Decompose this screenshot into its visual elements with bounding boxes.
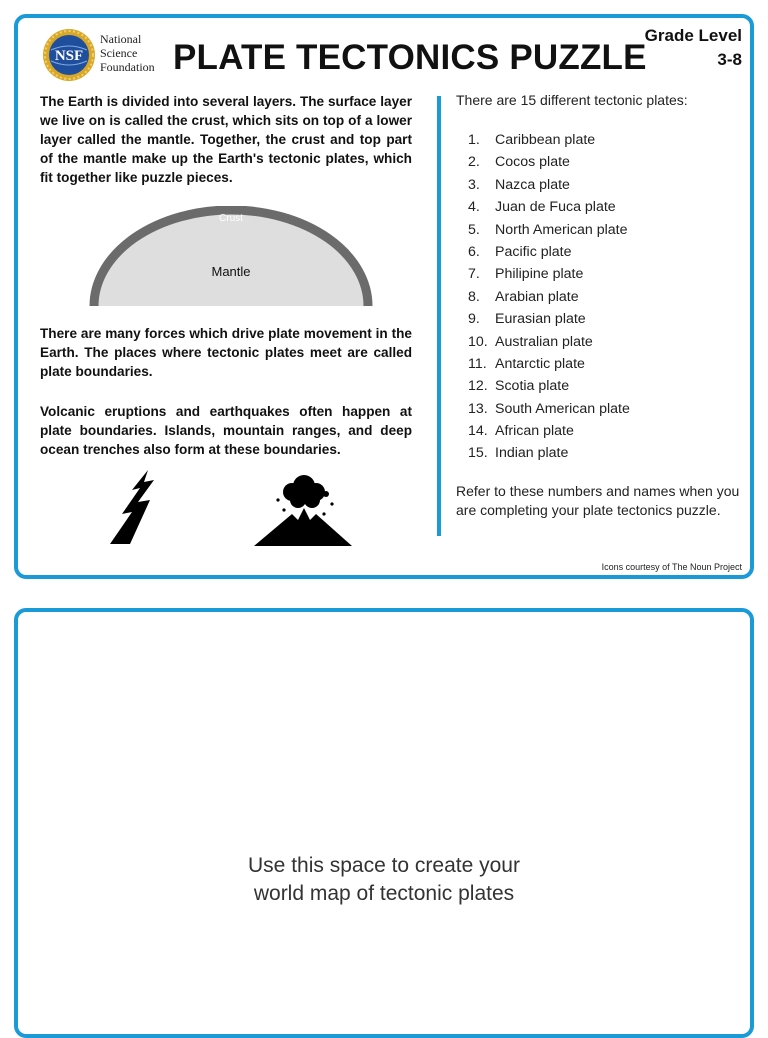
plate-number: 6. <box>468 243 480 260</box>
info-card <box>14 14 754 579</box>
plate-number: 1. <box>468 132 480 148</box>
plate-boundaries-paragraph: There are many forces which drive plate movement in the Earth. The places where tectonic plates meet are called plate boundaries. <box>40 326 412 379</box>
crust-label: Crust <box>219 213 243 224</box>
map-instructions-line: Use this space to create your <box>248 854 520 877</box>
list-item <box>456 356 630 378</box>
plate-name: African plate <box>495 423 574 440</box>
earth-layers-paragraph: The Earth is divided into several layers. The surface layer we live on is called the crust, which sits on top of a lower layer called the mantle. Together, the crust and top part of the mantle make up the Earth's tectonic plates, which fit together like puzzle pieces. <box>40 94 412 185</box>
plate-number: 13. <box>468 400 488 417</box>
list-item <box>456 423 630 445</box>
list-item <box>456 154 630 176</box>
plate-name: North American plate <box>495 221 628 238</box>
nsf-logo <box>42 28 96 82</box>
plate-number: 14. <box>468 423 488 440</box>
plate-name: Philipine plate <box>495 266 584 283</box>
plate-number: 2. <box>468 154 480 171</box>
plate-list <box>456 132 630 468</box>
instructions-text: Refer to these numbers and names when you are completing your plate tectonics puzzle. <box>456 483 740 518</box>
plate-name: Scotia plate <box>495 378 570 395</box>
grade-level <box>645 24 742 72</box>
plate-number: 3. <box>468 176 480 193</box>
list-item <box>456 311 630 333</box>
earthquake-icon <box>110 470 162 544</box>
list-item <box>456 132 630 154</box>
plate-number: 9. <box>468 311 480 328</box>
mantle-layer <box>98 214 364 306</box>
grade-label: Grade Level <box>644 26 742 45</box>
plate-name: South American plate <box>495 400 630 417</box>
plate-name: Juan de Fuca plate <box>495 199 616 216</box>
list-item <box>456 266 630 288</box>
list-item <box>456 334 630 356</box>
list-item <box>456 401 630 423</box>
organization-name <box>100 32 155 74</box>
list-item <box>456 445 630 467</box>
plate-name: Eurasian plate <box>495 311 586 328</box>
plate-number: 7. <box>468 266 480 283</box>
list-item <box>456 289 630 311</box>
logo-letters: NSF <box>54 48 84 64</box>
plate-number: 12. <box>468 378 488 395</box>
earth-layers-diagram <box>86 206 376 306</box>
plate-number: 4. <box>468 199 480 216</box>
list-item <box>456 177 630 199</box>
plate-name: Nazca plate <box>495 176 570 193</box>
plate-number: 11. <box>468 355 487 372</box>
list-item <box>456 378 630 400</box>
plate-number: 5. <box>468 221 480 238</box>
plate-name: Pacific plate <box>495 243 572 260</box>
list-item <box>456 199 630 221</box>
page-title: PLATE TECTONICS PUZZLE <box>173 38 647 77</box>
column-divider <box>437 96 441 536</box>
plate-name: Indian plate <box>495 445 569 462</box>
grade-range: 3-8 <box>717 50 742 69</box>
org-name-line: National <box>100 32 142 46</box>
map-instructions <box>18 852 750 908</box>
icon-credit: Icons courtesy of The Noun Project <box>601 562 742 572</box>
list-item <box>456 244 630 266</box>
plate-number: 15. <box>468 445 488 462</box>
mantle-label: Mantle <box>211 264 251 279</box>
plate-number: 10. <box>468 333 488 350</box>
plate-name: Australian plate <box>495 333 593 350</box>
list-item <box>456 222 630 244</box>
plates-intro: There are 15 different tectonic plates: <box>456 92 688 108</box>
map-drawing-area <box>14 608 754 1038</box>
plate-name: Caribbean plate <box>495 132 596 148</box>
plate-name: Arabian plate <box>495 288 579 305</box>
plate-name: Antarctic plate <box>495 355 585 372</box>
org-name-line: Foundation <box>100 60 155 74</box>
map-instructions-line: world map of tectonic plates <box>253 882 515 905</box>
plate-name: Cocos plate <box>495 154 570 171</box>
volcanoes-paragraph: Volcanic eruptions and earthquakes often happen at plate boundaries. Islands, mountain ranges, and deep ocean trenches also form at these boundaries. <box>40 404 412 457</box>
plate-number: 8. <box>468 288 480 305</box>
volcano-icon <box>254 474 352 546</box>
org-name-line: Science <box>100 46 138 60</box>
